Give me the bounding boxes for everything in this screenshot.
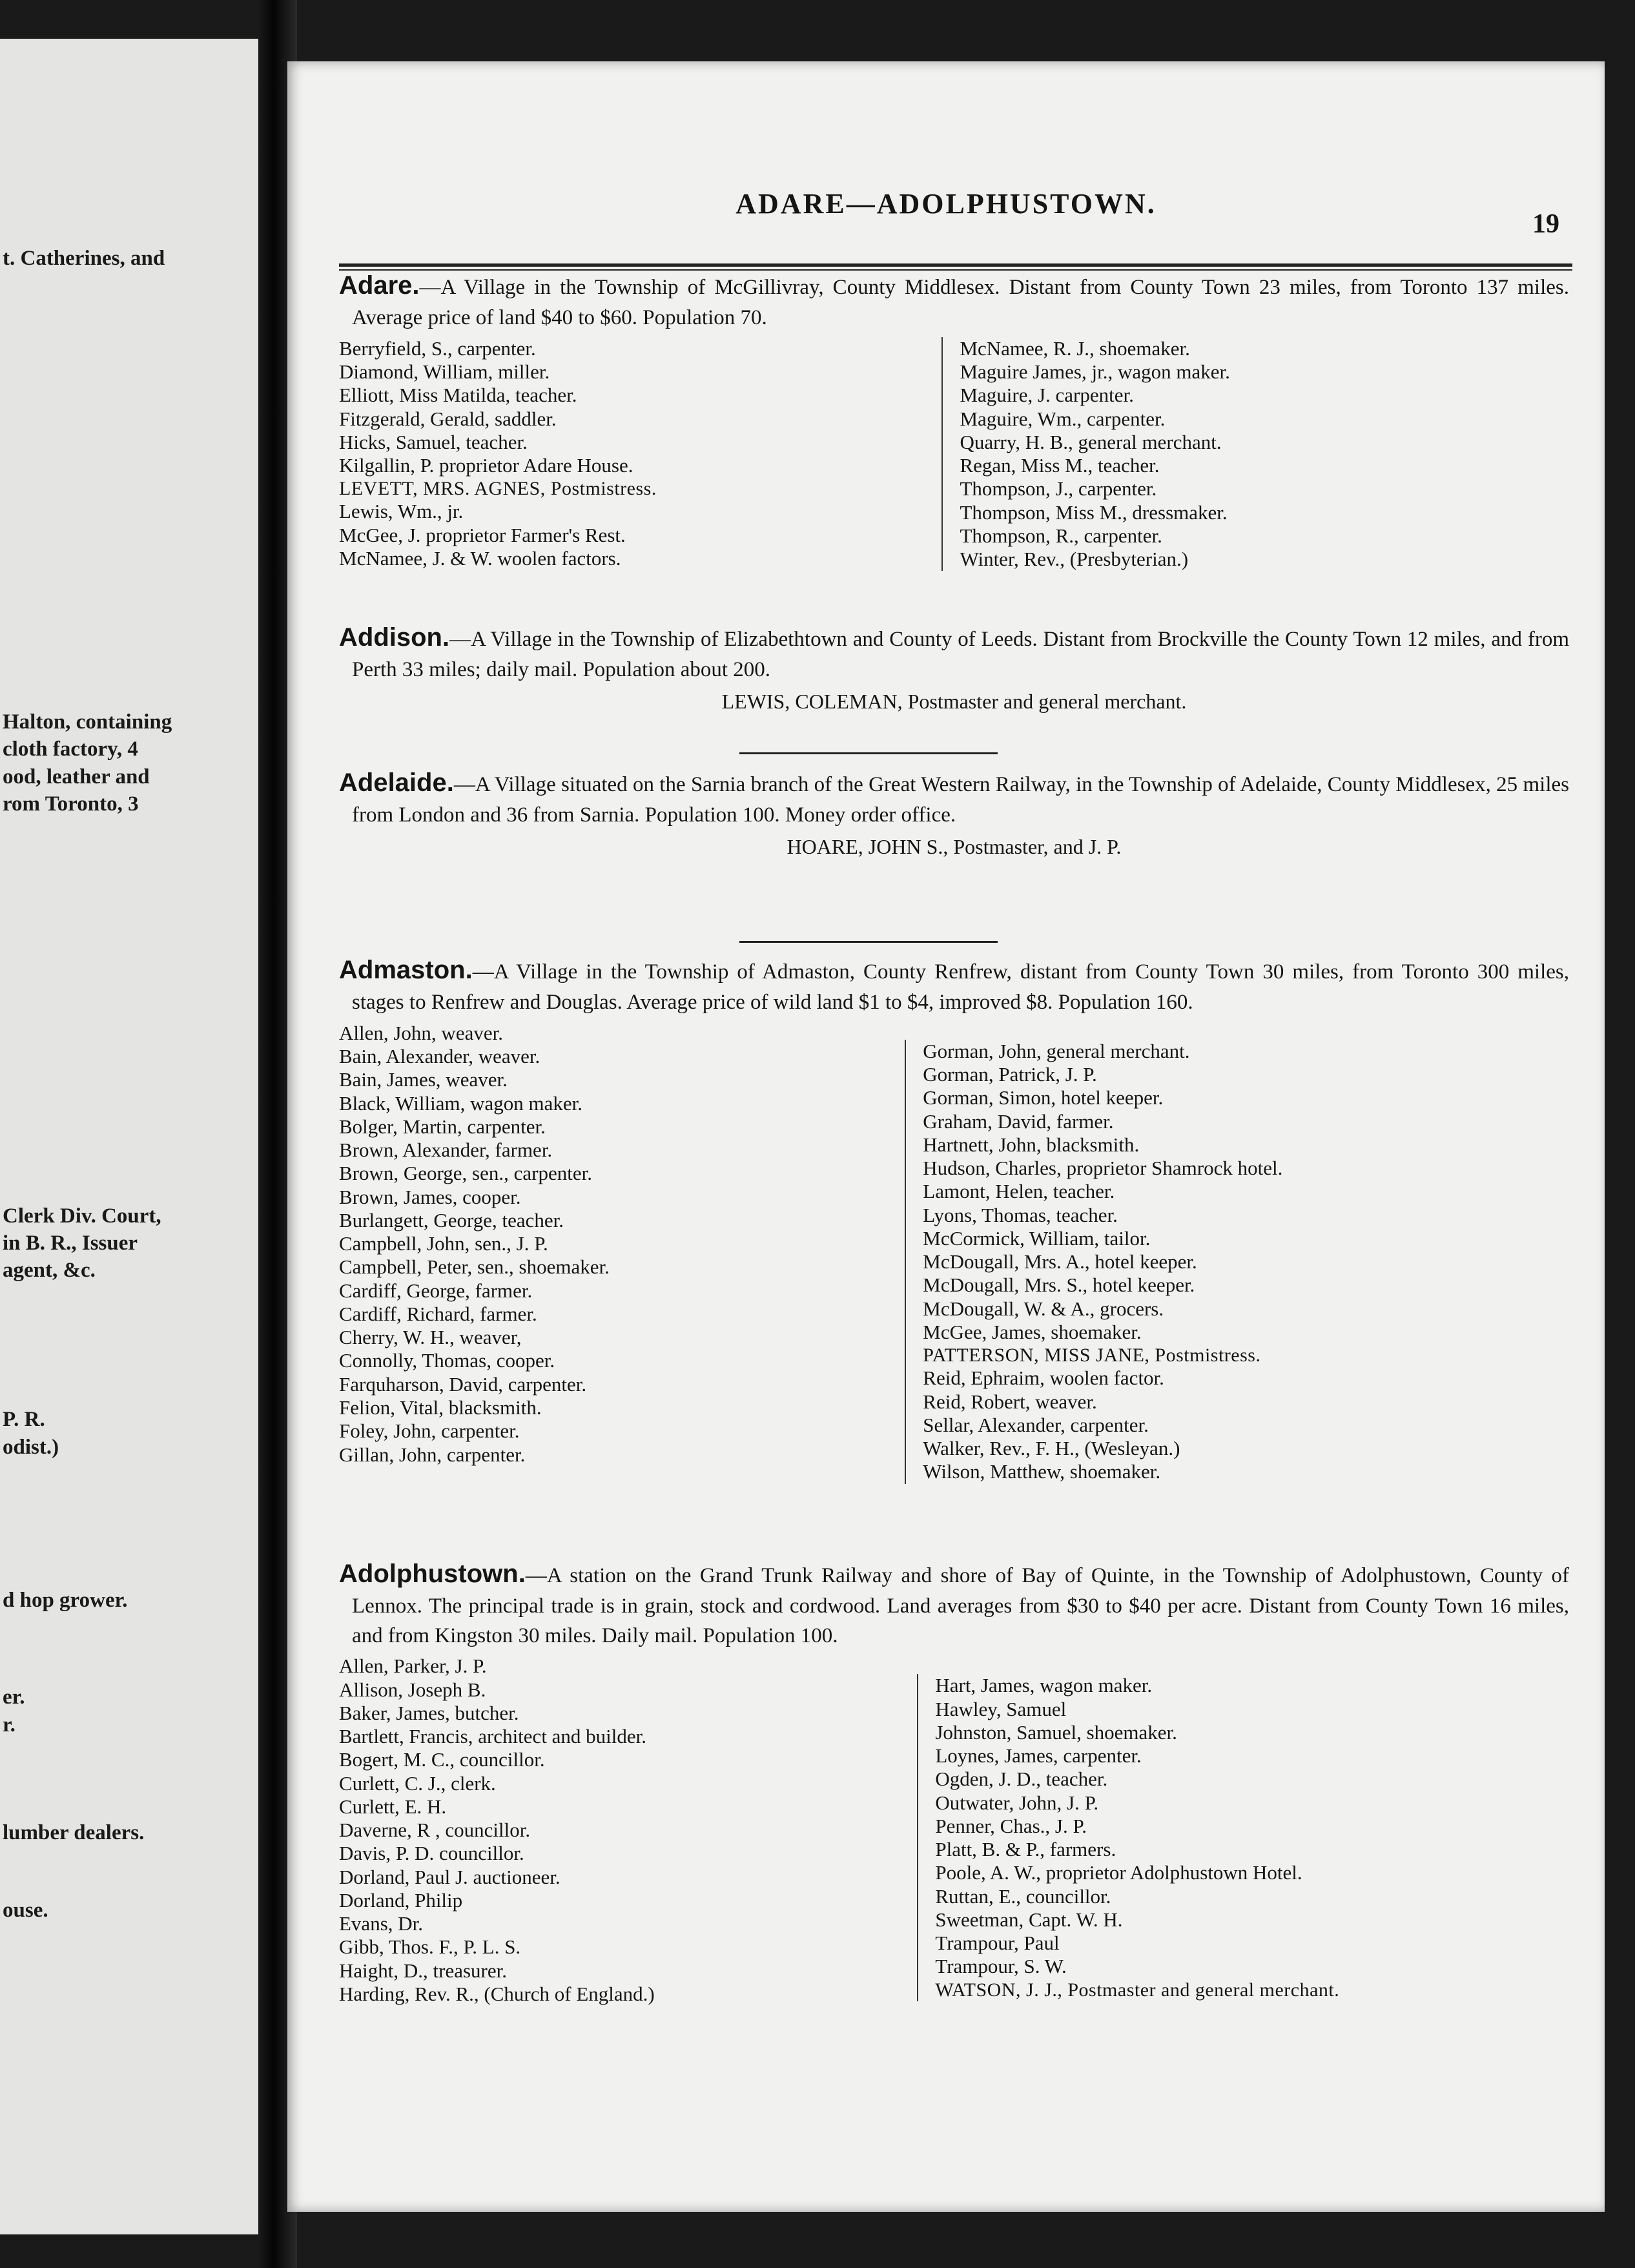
fragment-text: cloth factory, 4 xyxy=(3,737,138,761)
page-number: 19 xyxy=(1532,209,1559,239)
entry-heading xyxy=(339,268,1569,333)
residents-right-column xyxy=(941,337,1575,572)
resident-entry: Black, William, wagon maker. xyxy=(339,1091,582,1115)
village-description: —A Village in the Township of Elizabethtown and County of Leeds. Distant from Brockville the County Town 12 miles, and from Perth 33 miles; daily mail. Population about 200. xyxy=(352,628,1569,682)
resident-entry: Hudson, Charles, proprietor Shamrock hotel. xyxy=(923,1157,1283,1180)
entry-heading xyxy=(339,765,1569,830)
resident-entry: Bain, Alexander, weaver. xyxy=(339,1044,540,1067)
residents-right-column xyxy=(917,1674,1550,2001)
entry-adare xyxy=(339,268,1569,595)
resident-entry: WATSON, J. J., Postmaster and general merchant. xyxy=(935,1979,1340,2001)
entry-heading xyxy=(339,953,1569,1018)
resident-entry: Curlett, C. J., clerk. xyxy=(339,1771,496,1795)
resident-entry: McNamee, J. & W. woolen factors. xyxy=(339,546,621,570)
resident-entry: Ruttan, E., councillor. xyxy=(935,1884,1111,1908)
resident-entry: Trampour, Paul xyxy=(935,1932,1060,1955)
resident-entry: Thompson, J., carpenter. xyxy=(960,477,1157,500)
resident-entry: Maguire, J. carpenter. xyxy=(960,384,1134,407)
resident-entry: McCormick, William, tailor. xyxy=(923,1226,1151,1250)
resident-entry: Allen, John, weaver. xyxy=(339,1021,503,1044)
fragment-text: t. Catherines, and xyxy=(3,247,165,270)
resident-entry: Fitzgerald, Gerald, saddler. xyxy=(339,407,557,430)
resident-entry: Gorman, Patrick, J. P. xyxy=(923,1062,1097,1086)
residents-columns xyxy=(339,1022,1569,1493)
fragment-text: er. xyxy=(3,1686,25,1709)
resident-entry: Sellar, Alexander, carpenter. xyxy=(923,1413,1149,1436)
resident-entry: Brown, George, sen., carpenter. xyxy=(339,1162,592,1185)
resident-entry: Daverne, R , councillor. xyxy=(339,1819,531,1842)
residents-left-column xyxy=(339,1022,868,1467)
resident-entry: Burlangett, George, teacher. xyxy=(339,1208,564,1232)
resident-entry: Hawley, Samuel xyxy=(935,1697,1067,1720)
resident-entry: Cherry, W. H., weaver, xyxy=(339,1326,522,1349)
resident-entry: Kilgallin, P. proprietor Adare House. xyxy=(339,454,633,477)
resident-entry: Elliott, Miss Matilda, teacher. xyxy=(339,384,577,407)
fragment-text: agent, &c. xyxy=(3,1259,96,1282)
resident-entry: Wilson, Matthew, shoemaker. xyxy=(923,1460,1161,1483)
resident-entry: Cardiff, George, farmer. xyxy=(339,1279,533,1302)
resident-entry: McDougall, W. & A., grocers. xyxy=(923,1297,1164,1320)
resident-entry: Brown, James, cooper. xyxy=(339,1185,521,1208)
resident-entry: Campbell, John, sen., J. P. xyxy=(339,1232,548,1255)
resident-entry: Hartnett, John, blacksmith. xyxy=(923,1133,1140,1156)
resident-entry: Penner, Chas., J. P. xyxy=(935,1814,1087,1837)
residents-right-column xyxy=(905,1040,1538,1484)
directory-page xyxy=(287,61,1605,2212)
fragment-text: d hop grower. xyxy=(3,1589,128,1612)
resident-entry: Reid, Robert, weaver. xyxy=(923,1390,1097,1413)
resident-entry: Poole, A. W., proprietor Adolphustown Hotel. xyxy=(935,1861,1302,1884)
entry-admaston xyxy=(339,953,1569,1493)
residents-left-column xyxy=(339,337,868,570)
village-description: —A Village in the Township of Admaston, County Renfrew, distant from County Town 30 miles, from Toronto 300 miles, stages to Renfrew and Douglas. Average price of wild land $1 to $4, improved $8. Population 160. xyxy=(352,960,1569,1015)
resident-entry: Outwater, John, J. P. xyxy=(935,1791,1099,1814)
resident-entry: Cardiff, Richard, farmer. xyxy=(339,1302,537,1325)
resident-entry: Loynes, James, carpenter. xyxy=(935,1744,1142,1768)
resident-entry: Allison, Joseph B. xyxy=(339,1678,486,1701)
entry-heading xyxy=(339,1556,1569,1651)
resident-entry: Felion, Vital, blacksmith. xyxy=(339,1396,542,1419)
entry-addison xyxy=(339,620,1569,716)
village-name: Admaston. xyxy=(339,956,473,984)
fragment-text: ood, leather and xyxy=(3,765,150,789)
resident-entry: McGee, James, shoemaker. xyxy=(923,1320,1142,1343)
resident-entry: Gorman, Simon, hotel keeper. xyxy=(923,1086,1164,1109)
residents-left-column xyxy=(339,1655,868,2006)
resident-entry: McDougall, Mrs. S., hotel keeper. xyxy=(923,1273,1195,1297)
resident-entry: Bain, James, weaver. xyxy=(339,1068,508,1091)
resident-entry: Lewis, Wm., jr. xyxy=(339,500,464,523)
resident-entry: Bolger, Martin, carpenter. xyxy=(339,1115,546,1138)
resident-entry: Haight, D., treasurer. xyxy=(339,1959,507,1982)
village-description: —A Village in the Township of McGillivray, County Middlesex. Distant from County Town 23 miles, from Toronto 137 miles. Average price of land $40 to $60. Population 70. xyxy=(352,276,1569,330)
resident-entry: Curlett, E. H. xyxy=(339,1795,447,1818)
resident-entry: Thompson, Miss M., dressmaker. xyxy=(960,500,1228,524)
resident-entry: Quarry, H. B., general merchant. xyxy=(960,430,1222,453)
resident-entry: Evans, Dr. xyxy=(339,1912,424,1935)
resident-entry: Dorland, Philip xyxy=(339,1888,463,1912)
fragment-text: r. xyxy=(3,1713,15,1737)
fragment-text: ouse. xyxy=(3,1899,48,1922)
resident-entry: Bogert, M. C., councillor. xyxy=(339,1748,545,1771)
resident-entry: Diamond, William, miller. xyxy=(339,360,550,383)
residents-columns xyxy=(339,1655,1569,2016)
resident-entry: Harding, Rev. R., (Church of England.) xyxy=(339,1982,655,2005)
resident-entry: Farquharson, David, carpenter. xyxy=(339,1372,587,1396)
fragment-text: odist.) xyxy=(3,1436,59,1459)
resident-entry: Lyons, Thomas, teacher. xyxy=(923,1203,1118,1226)
resident-entry: Dorland, Paul J. auctioneer. xyxy=(339,1865,560,1888)
resident-entry: Connolly, Thomas, cooper. xyxy=(339,1349,555,1372)
facing-page-fragment xyxy=(0,39,258,2234)
fragment-text: Clerk Div. Court, xyxy=(3,1204,161,1228)
resident-entry: Thompson, R., carpenter. xyxy=(960,524,1162,547)
resident-entry: Winter, Rev., (Presbyterian.) xyxy=(960,548,1189,571)
resident-entry: McNamee, R. J., shoemaker. xyxy=(960,336,1190,360)
postmaster-line: LEWIS, COLEMAN, Postmaster and general merchant. xyxy=(721,689,1187,713)
resident-entry: Foley, John, carpenter. xyxy=(339,1419,520,1443)
village-name: Addison. xyxy=(339,623,450,652)
fragment-text: P. R. xyxy=(3,1408,45,1431)
postmaster-line: HOARE, JOHN S., Postmaster, and J. P. xyxy=(787,834,1122,858)
resident-entry: Lamont, Helen, teacher. xyxy=(923,1180,1115,1203)
resident-entry: Hicks, Samuel, teacher. xyxy=(339,430,528,453)
running-head: ADARE—ADOLPHUSTOWN. xyxy=(735,188,1157,220)
fragment-text: lumber dealers. xyxy=(3,1821,145,1844)
entry-adolphustown xyxy=(339,1556,1569,2016)
fragment-text: rom Toronto, 3 xyxy=(3,792,139,816)
resident-entry: Campbell, Peter, sen., shoemaker. xyxy=(339,1255,610,1279)
fragment-text: Halton, containing xyxy=(3,710,172,734)
entry-adelaide xyxy=(339,765,1569,861)
resident-entry: Allen, Parker, J. P. xyxy=(339,1655,487,1678)
resident-entry: Hart, James, wagon maker. xyxy=(935,1674,1153,1697)
resident-entry: Brown, Alexander, farmer. xyxy=(339,1139,553,1162)
section-rule xyxy=(739,752,998,754)
resident-entry: Gibb, Thos. F., P. L. S. xyxy=(339,1935,521,1959)
resident-entry: Trampour, S. W. xyxy=(935,1955,1067,1978)
resident-entry: Bartlett, Francis, architect and builder. xyxy=(339,1725,647,1748)
resident-entry: Maguire James, jr., wagon maker. xyxy=(960,360,1230,383)
residents-columns xyxy=(339,337,1569,595)
resident-entry: McDougall, Mrs. A., hotel keeper. xyxy=(923,1250,1197,1273)
resident-entry: PATTERSON, MISS JANE, Postmistress. xyxy=(923,1345,1261,1366)
resident-entry: Gorman, John, general merchant. xyxy=(923,1039,1190,1062)
resident-entry: Reid, Ephraim, woolen factor. xyxy=(923,1366,1164,1390)
resident-entry: Platt, B. & P., farmers. xyxy=(935,1838,1116,1861)
village-description: —A station on the Grand Trunk Railway and shore of Bay of Quinte, in the Township of Adolphustown, County of Lennox. The principal trade is in grain, stock and cordwood. Land averages from $30 to $40 per acre. Distant from County Town 16 miles, and from Kingston 30 miles. Daily mail. Population 100. xyxy=(352,1564,1569,1647)
section-rule xyxy=(739,941,998,943)
fragment-text: in B. R., Issuer xyxy=(3,1232,138,1255)
resident-entry: Johnston, Samuel, shoemaker. xyxy=(935,1720,1177,1744)
resident-entry: LEVETT, MRS. AGNES, Postmistress. xyxy=(339,478,657,500)
resident-entry: Walker, Rev., F. H., (Wesleyan.) xyxy=(923,1437,1180,1460)
resident-entry: Gillan, John, carpenter. xyxy=(339,1443,526,1466)
resident-entry: Regan, Miss M., teacher. xyxy=(960,454,1160,477)
village-name: Adelaide. xyxy=(339,768,454,797)
resident-entry: McGee, J. proprietor Farmer's Rest. xyxy=(339,523,626,546)
resident-entry: Sweetman, Capt. W. H. xyxy=(935,1908,1123,1931)
resident-entry: Ogden, J. D., teacher. xyxy=(935,1768,1108,1791)
resident-entry: Berryfield, S., carpenter. xyxy=(339,336,536,360)
header-rule xyxy=(339,263,1572,267)
resident-entry: Maguire, Wm., carpenter. xyxy=(960,407,1166,430)
resident-entry: Baker, James, butcher. xyxy=(339,1701,519,1724)
entry-heading xyxy=(339,620,1569,685)
resident-entry: Graham, David, farmer. xyxy=(923,1109,1114,1133)
village-description: —A Village situated on the Sarnia branch of the Great Western Railway, in the Township of Adelaide, County Middlesex, 25 miles from London and 36 from Sarnia. Population 100. Money order office. xyxy=(352,773,1569,827)
village-name: Adolphustown. xyxy=(339,1560,526,1588)
resident-entry: Davis, P. D. councillor. xyxy=(339,1842,524,1865)
village-name: Adare. xyxy=(339,271,420,300)
